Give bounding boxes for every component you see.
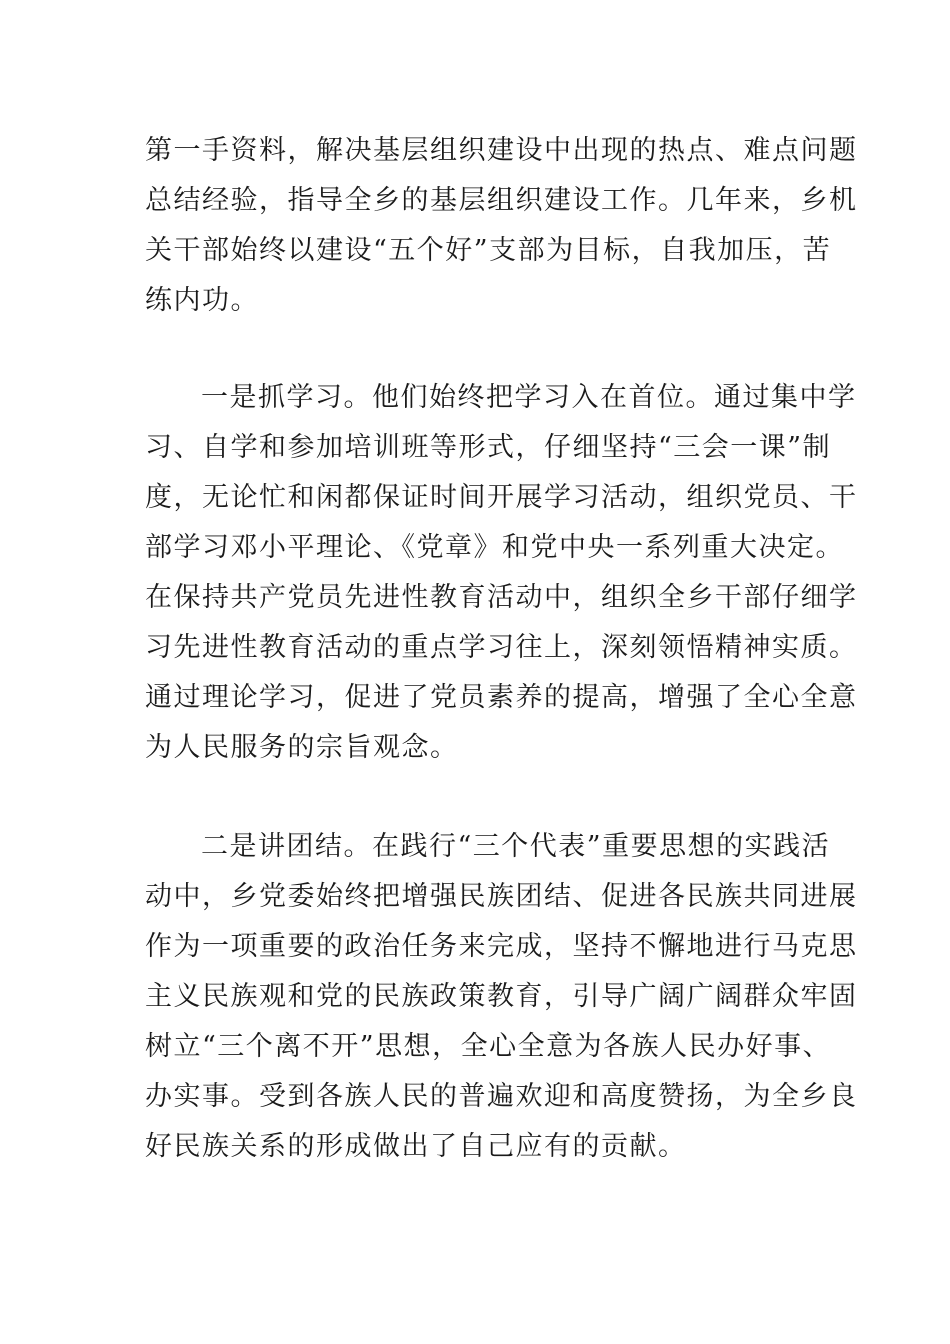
paragraph-line: 好民族关系的形成做出了自己应有的贡献。 — [145, 1131, 687, 1162]
paragraph-line: 关干部始终以建设“五个好”支部为目标，自我加压，苦 — [145, 235, 832, 266]
paragraph-2 — [145, 373, 858, 773]
paragraph-line: 通过理论学习，促进了党员素养的提高，增强了全心全意 — [145, 682, 858, 713]
paragraph-1 — [145, 126, 858, 326]
paragraph-line: 在保持共产党员先进性教育活动中，组织全乡干部仔细学 — [145, 582, 858, 613]
paragraph-line: 树立“三个离不开”思想，全心全意为各族人民办好事、 — [145, 1031, 832, 1062]
paragraph-line: 动中，乡党委始终把增强民族团结、促进各民族共同进展 — [145, 881, 858, 912]
paragraph-line: 第一手资料，解决基层组织建设中出现的热点、难点问题 — [145, 135, 858, 166]
paragraph-line: 为人民服务的宗旨观念。 — [145, 732, 459, 763]
paragraph-line: 习、自学和参加培训班等形式，仔细坚持“三会一课”制 — [145, 432, 832, 463]
paragraph-line: 一是抓学习。他们始终把学习入在首位。通过集中学 — [201, 382, 857, 413]
paragraph-line: 办实事。受到各族人民的普遍欢迎和高度赞扬，为全乡良 — [145, 1081, 858, 1112]
paragraph-line: 总结经验，指导全乡的基层组织建设工作。几年来，乡机 — [145, 185, 858, 216]
paragraph-line: 二是讲团结。在践行“三个代表”重要思想的实践活 — [201, 831, 831, 862]
paragraph-line: 作为一项重要的政治任务来完成，坚持不懈地进行马克思 — [145, 931, 858, 962]
paragraph-line: 部学习邓小平理论、《党章》和党中央一系列重大决定。 — [145, 532, 844, 563]
paragraph-line: 练内功。 — [145, 285, 259, 316]
paragraph-line: 主义民族观和党的民族政策教育，引导广阔广阔群众牢固 — [145, 981, 858, 1012]
paragraph-line: 度，无论忙和闲都保证时间开展学习活动，组织党员、干 — [145, 482, 858, 513]
paragraph-line: 习先进性教育活动的重点学习往上，深刻领悟精神实质。 — [145, 632, 858, 663]
paragraph-3 — [145, 822, 858, 1172]
